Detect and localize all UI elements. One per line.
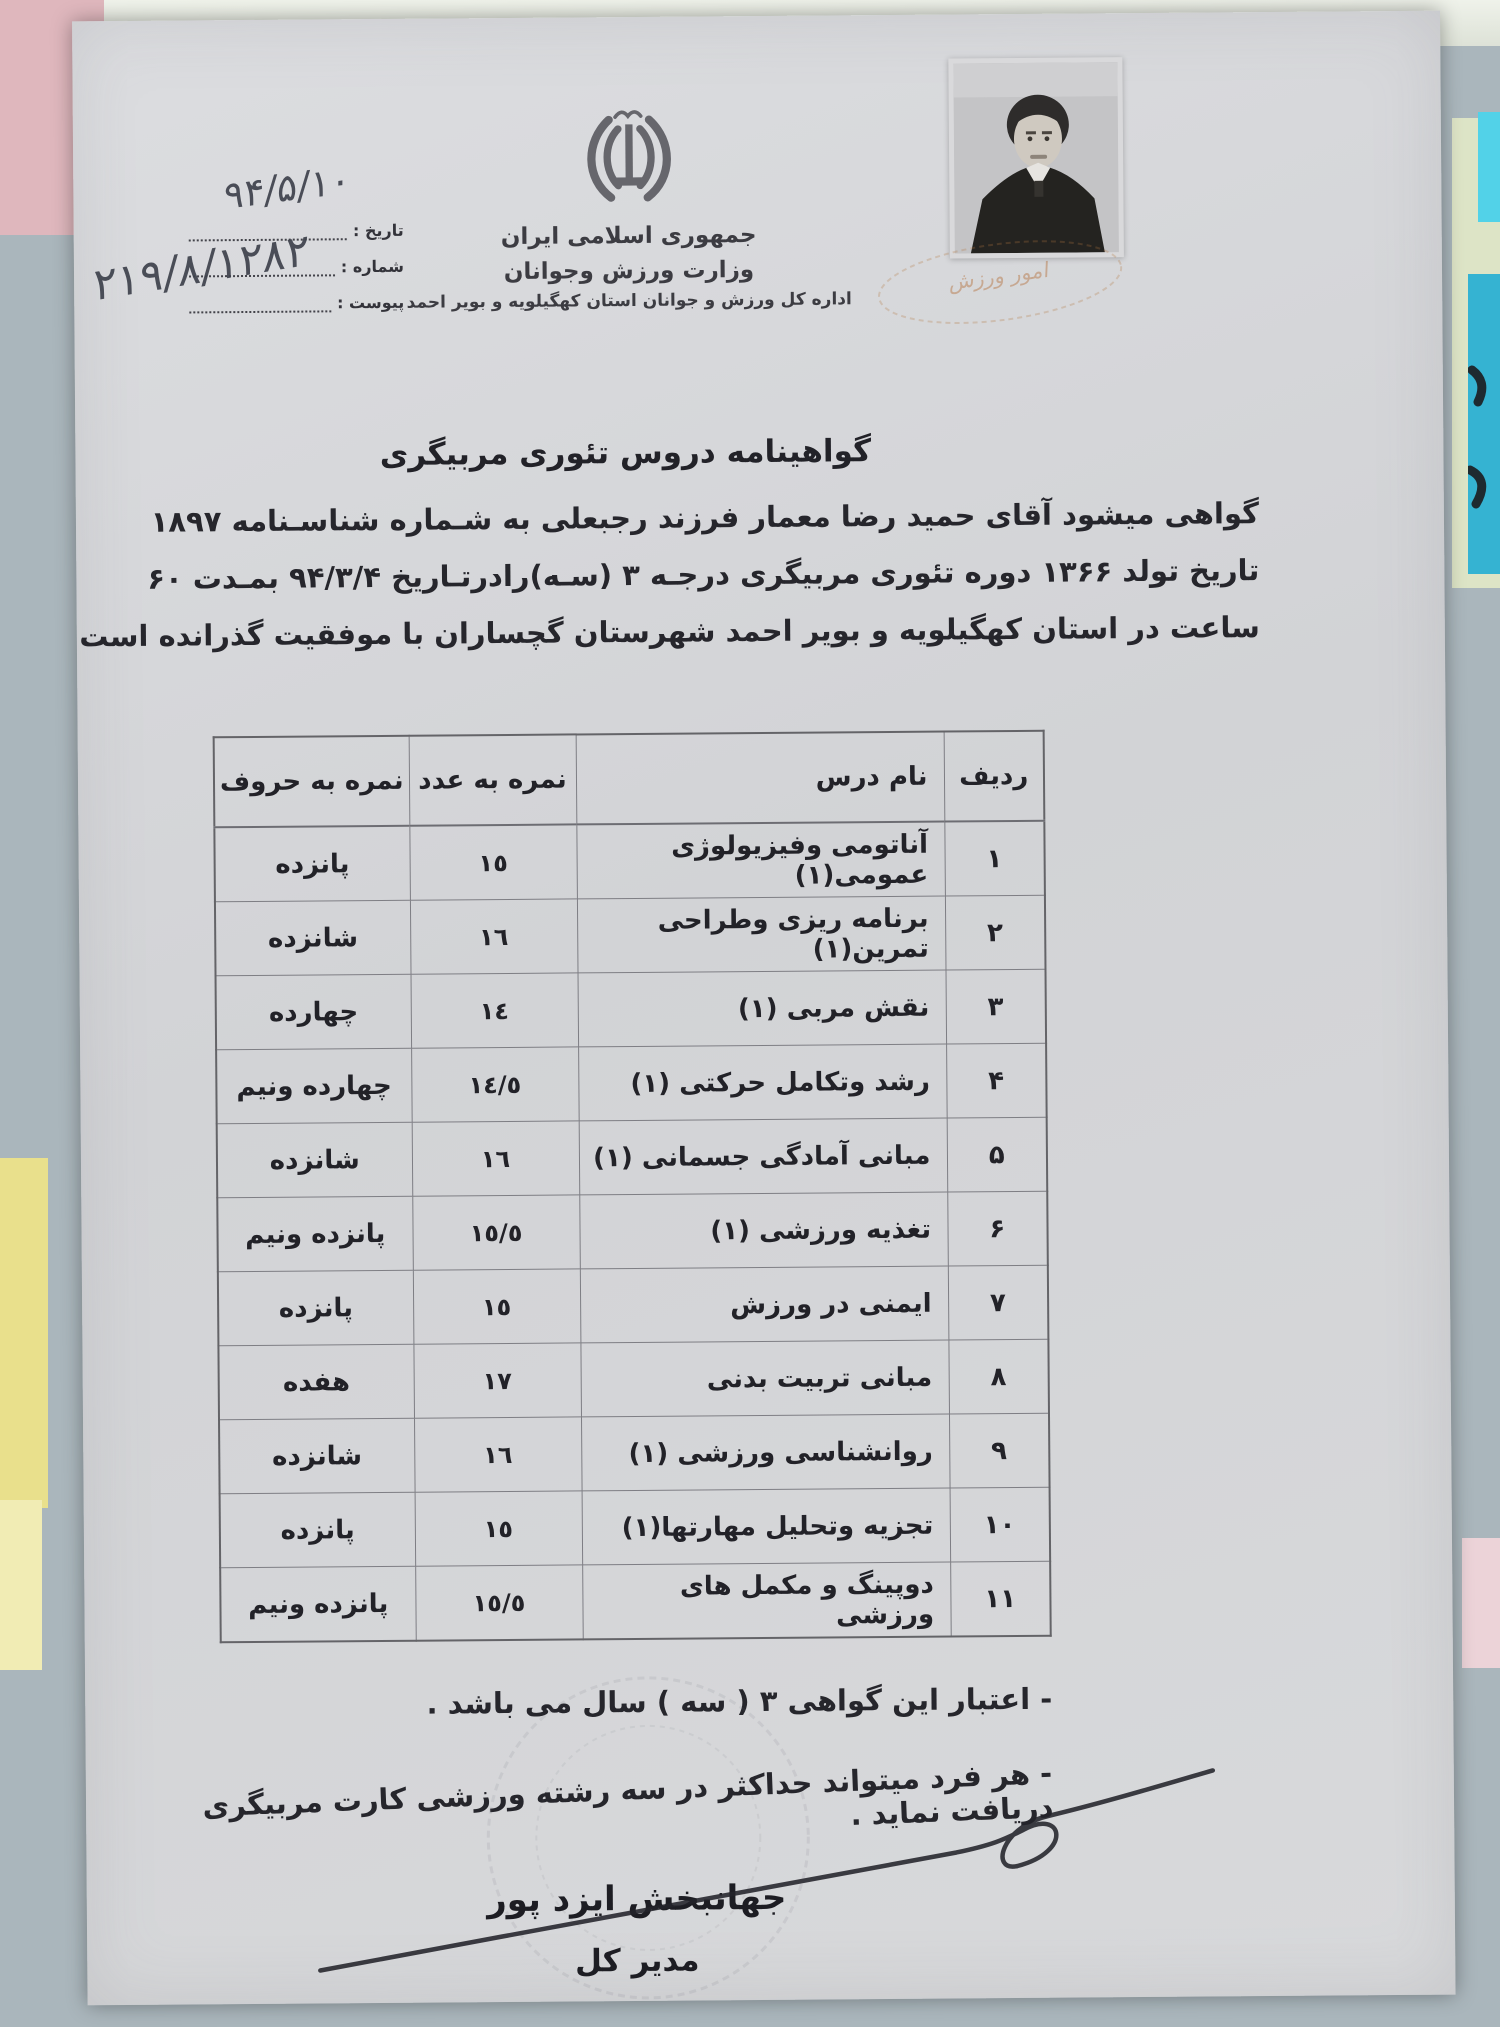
table-row [220,1487,1051,1568]
cell-course: روانشناسی ورزشی (۱) [581,1414,950,1491]
cell-words: چهارده ونیم [216,1048,412,1124]
oval-stamp-text: امور ورزش [872,247,1127,305]
table-row [218,1265,1049,1346]
pen-signature-stroke [301,1738,1238,1990]
yellow-sticky-note-2 [0,1500,42,1670]
cell-course: مبانی تربیت بدنی [580,1340,949,1417]
cell-score: ١٥ [409,824,577,900]
table-row [216,969,1047,1050]
attachment-label: پیوست : [337,293,404,313]
cell-rank: ۱۱ [950,1561,1051,1636]
cell-words: شانزده [215,900,411,976]
header-course: نام درس [576,732,945,825]
header-rank: ردیف [944,731,1045,822]
cell-score: ١٧ [413,1343,581,1418]
signatory-role: مدیر کل [507,1942,767,1980]
table-row [220,1561,1051,1642]
cell-words: هفده [218,1344,414,1420]
attachment-dotted-line [189,306,331,313]
body-line-2: تاریخ تولد ۱۳۶۶ دوره تئوری مربیگری درجـه ۳ (سـه)رادرتـاریخ ۹۴/۳/۴ بمـدت ۶۰ [171,545,1259,611]
certificate-sheet [72,11,1456,2006]
table-row [218,1339,1049,1420]
cell-rank: ۴ [946,1043,1047,1118]
cell-score: ١٦ [412,1121,580,1196]
cyan-sticky-note [1468,274,1500,574]
portrait-silhouette [953,62,1118,253]
oval-stamp [868,224,1133,340]
cell-words: پانزده [218,1270,414,1346]
cell-rank: ۷ [948,1265,1049,1340]
cell-rank: ۸ [948,1339,1049,1414]
validity-note: - اعتبار این گواهی ۳ ( سه ) سال می باشد . [180,1682,1052,1723]
cell-words: شانزده [219,1418,415,1494]
limit-note: - هر فرد میتواند حداکثر در سه رشته ورزشی کارت مربیگری دریافت نماید . [180,1756,1054,1858]
cell-score: ١٤ [411,973,579,1048]
letterhead-country: جمهوری اسلامی ایران [404,221,854,251]
table-row [214,821,1045,902]
iran-emblem-icon [565,103,694,218]
cell-rank: ۶ [947,1191,1048,1266]
table-row [215,895,1046,976]
cell-score: ١٥/٥ [415,1565,583,1641]
cell-score: ١٦ [414,1417,582,1492]
cell-course: نقش مربی (۱) [578,970,947,1047]
cyan-note-marks [1468,274,1500,574]
cell-course: تغذیه ورزشی (۱) [579,1192,948,1269]
number-label: شماره : [341,257,404,276]
cell-words: چهارده [216,974,412,1050]
cell-score: ١٦ [410,899,578,974]
table-row [219,1413,1050,1494]
pink-sticky-note-right [1462,1538,1500,1668]
cell-rank: ۵ [947,1117,1048,1192]
cell-course: ایمنی در ورزش [580,1266,949,1343]
yellow-sticky-note [0,1158,48,1508]
table-header-row [214,731,1045,828]
certificate-title: گواهینامه دروس تئوری مربیگری [335,433,915,474]
cell-score: ١٥ [413,1269,581,1344]
date-label: تاریخ : [353,221,404,240]
header-score-words: نمره به حروف [214,736,410,828]
courses-table [213,730,1052,1644]
cell-words: شانزده [217,1122,413,1198]
cell-rank: ۲ [945,895,1046,970]
cell-course: تجزیه وتحلیل مهارتها(۱) [582,1488,951,1565]
handwritten-date: ۹۴/۵/۱۰ [224,157,351,218]
cell-words: پانزده ونیم [217,1196,413,1272]
stampbox-attachment-row [189,293,404,314]
cell-score: ١٥/٥ [412,1195,580,1270]
body-line-1: گواهی میشود آقای حمید رضا معمار فرزند رجبعلی به شـماره شناسـنامه ۱۸۹۷ [171,488,1259,554]
signatory-name: جهانبخش ایزد پور [467,1878,807,1921]
table-row [217,1191,1048,1272]
cell-words: پانزده [220,1492,416,1568]
handwritten-number: ۲۱۹/۸/۱۲۸۲ [93,224,309,312]
letterhead-department: اداره کل ورزش و جوانان استان کهگیلویه و بویر احمد [404,289,854,313]
cell-course: دوپینگ و مکمل های ورزشی [582,1562,951,1639]
table-row [217,1117,1048,1198]
cell-words: پانزده [214,826,410,902]
body-line-3: ساعت در استان کهگیلویه و بویر احمد شهرستان گچساران با موفقیت گذرانده است [172,602,1260,668]
cell-rank: ۹ [949,1413,1050,1488]
cell-score: ١٥ [415,1491,583,1566]
letterhead-ministry: وزارت ورزش وجوانان [404,256,854,286]
cell-rank: ۱۰ [950,1487,1051,1562]
cell-words: پانزده ونیم [220,1566,416,1642]
table-row [216,1043,1047,1124]
header-score-numeric: نمره به عدد [409,734,577,825]
cell-score: ١٤/٥ [411,1047,579,1122]
cell-rank: ۱ [944,821,1045,896]
cell-course: آناتومی وفیزیولوژی عمومی(۱) [576,822,945,899]
cell-course: برنامه ریزی وطراحی تمرین(۱) [577,896,946,973]
cyan-tab [1478,112,1500,222]
courses-tbody [214,821,1050,1642]
cell-course: مبانی آمادگی جسمانی (۱) [579,1118,948,1195]
cell-rank: ۳ [945,969,1046,1044]
cell-course: رشد وتکامل حرکتی (۱) [578,1044,947,1121]
